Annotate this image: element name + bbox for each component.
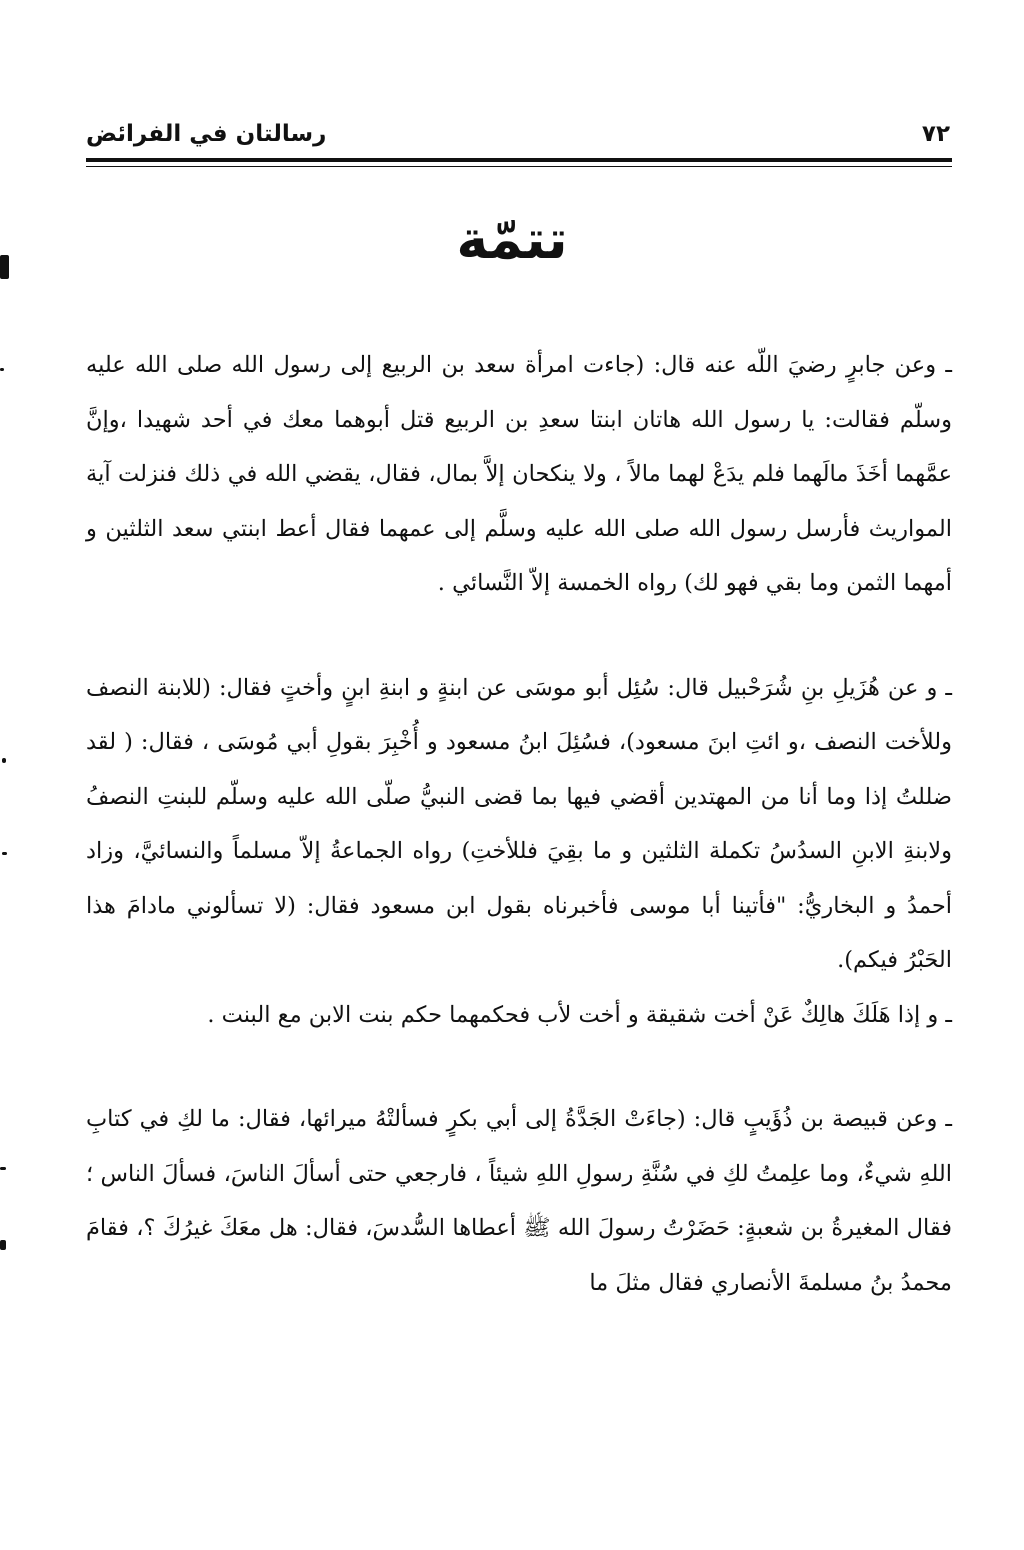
paragraph-jabir-hadith: ـ وعن جابرٍ رضيَ اللّه عنه قال: (جاءت امرأة سعد بن الربيع إلى رسول الله صلى الله عليه وسلّم فقالت: يا رسول الله هاتان ابنتا سعدِ بن الربيع قتل أبوهما معك في أحد شهيدا ،وإنَّ عمَّهما أخَذَ مالَهما فلم يدَعْ لهما مالاً ، ولا ينكحان إلاَّ بمال، فقال، يقضي الله في ذلك فنزلت آية المواريث فأرسل رسول الله صلى الله عليه وسلَّم إلى عمهما فقال أعط ابنتي سعد الثلثين و أمهما الثمن وما بقي فهو لك) رواه الخمسة إلاّ النَّسائي . bbox=[86, 352, 952, 596]
scan-speck bbox=[0, 1240, 6, 1250]
paragraph-sisters-ruling: ـ و إذا هَلَكَ هالِكٌ عَنْ أخت شقيقة و أخت لأب فحكمهما حكم بنت الابن مع البنت . bbox=[207, 1001, 952, 1028]
scan-speck bbox=[2, 758, 6, 763]
paragraph-qabisa-hadith: ـ وعن قبيصة بن ذُؤَيبٍ قال: (جاءَتْ الجَدَّةُ إلى أبي بكرٍ فسألتْهُ ميرائها، فقال: ما لكِ في كتابِ اللهِ شيءٌ، وما علِمتُ لكِ في سُنَّةِ رسولِ اللهِ شيئاً ، فارجعي حتى أسألَ الناسَ، فسألَ الناس ؛ فقال المغيرةُ بن شعبةٍ: حَضَرْتُ رسولَ الله ﷺ أعطاها السُّدسَ، فقال: هل معَكَ غيرُكَ ؟، فقامَ محمدُ بنُ مسلمةَ الأنصاري فقال مثلَ ما bbox=[86, 1106, 952, 1296]
paragraph-gap bbox=[86, 611, 952, 661]
body-text bbox=[86, 338, 952, 1310]
header-rule-thin bbox=[86, 166, 952, 167]
header-rule-thick bbox=[86, 158, 952, 162]
scan-speck bbox=[0, 368, 4, 371]
paragraph-huzayl-hadith: ـ و عن هُزَيلِ بنِ شُرَحْبيل قال: سُئِل أبو موسَى عن ابنةٍ و ابنةِ ابنٍ وأختٍ فقال: (للابنة النصف وللأخت النصف ،و ائتِ ابنَ مسعود)، فسُئِلَ ابنُ مسعود و أُخْبِرَ بقولِ أبي مُوسَى ، فقال: ( لقد ضللتُ إذا وما أنا من المهتدين أقضي فيها بما قضى النبيُّ صلّى الله عليه وسلّم للبنتِ النصفُ ولابنةِ الابنِ السدُسُ تكملة الثلثين و ما بقِيَ فللأختِ) رواه الجماعةُ إلاّ مسلماً والنسائيَّ، وزاد أحمدُ و البخاريُّ: "فأتينا أبا موسى فأخبرناه بقول ابن مسعود فقال: (لا تسألوني مادامَ هذا الحَبْرُ فيكم). bbox=[86, 674, 952, 973]
book-title: رسالتان في الفرائض bbox=[86, 121, 327, 147]
scan-speck bbox=[0, 255, 9, 279]
scan-speck bbox=[2, 852, 7, 855]
paragraph-gap bbox=[86, 1042, 952, 1092]
scan-speck bbox=[0, 1167, 6, 1170]
section-title: تتمّة bbox=[456, 208, 568, 271]
page-number: ٧٢ bbox=[921, 121, 950, 147]
running-head bbox=[86, 116, 950, 152]
